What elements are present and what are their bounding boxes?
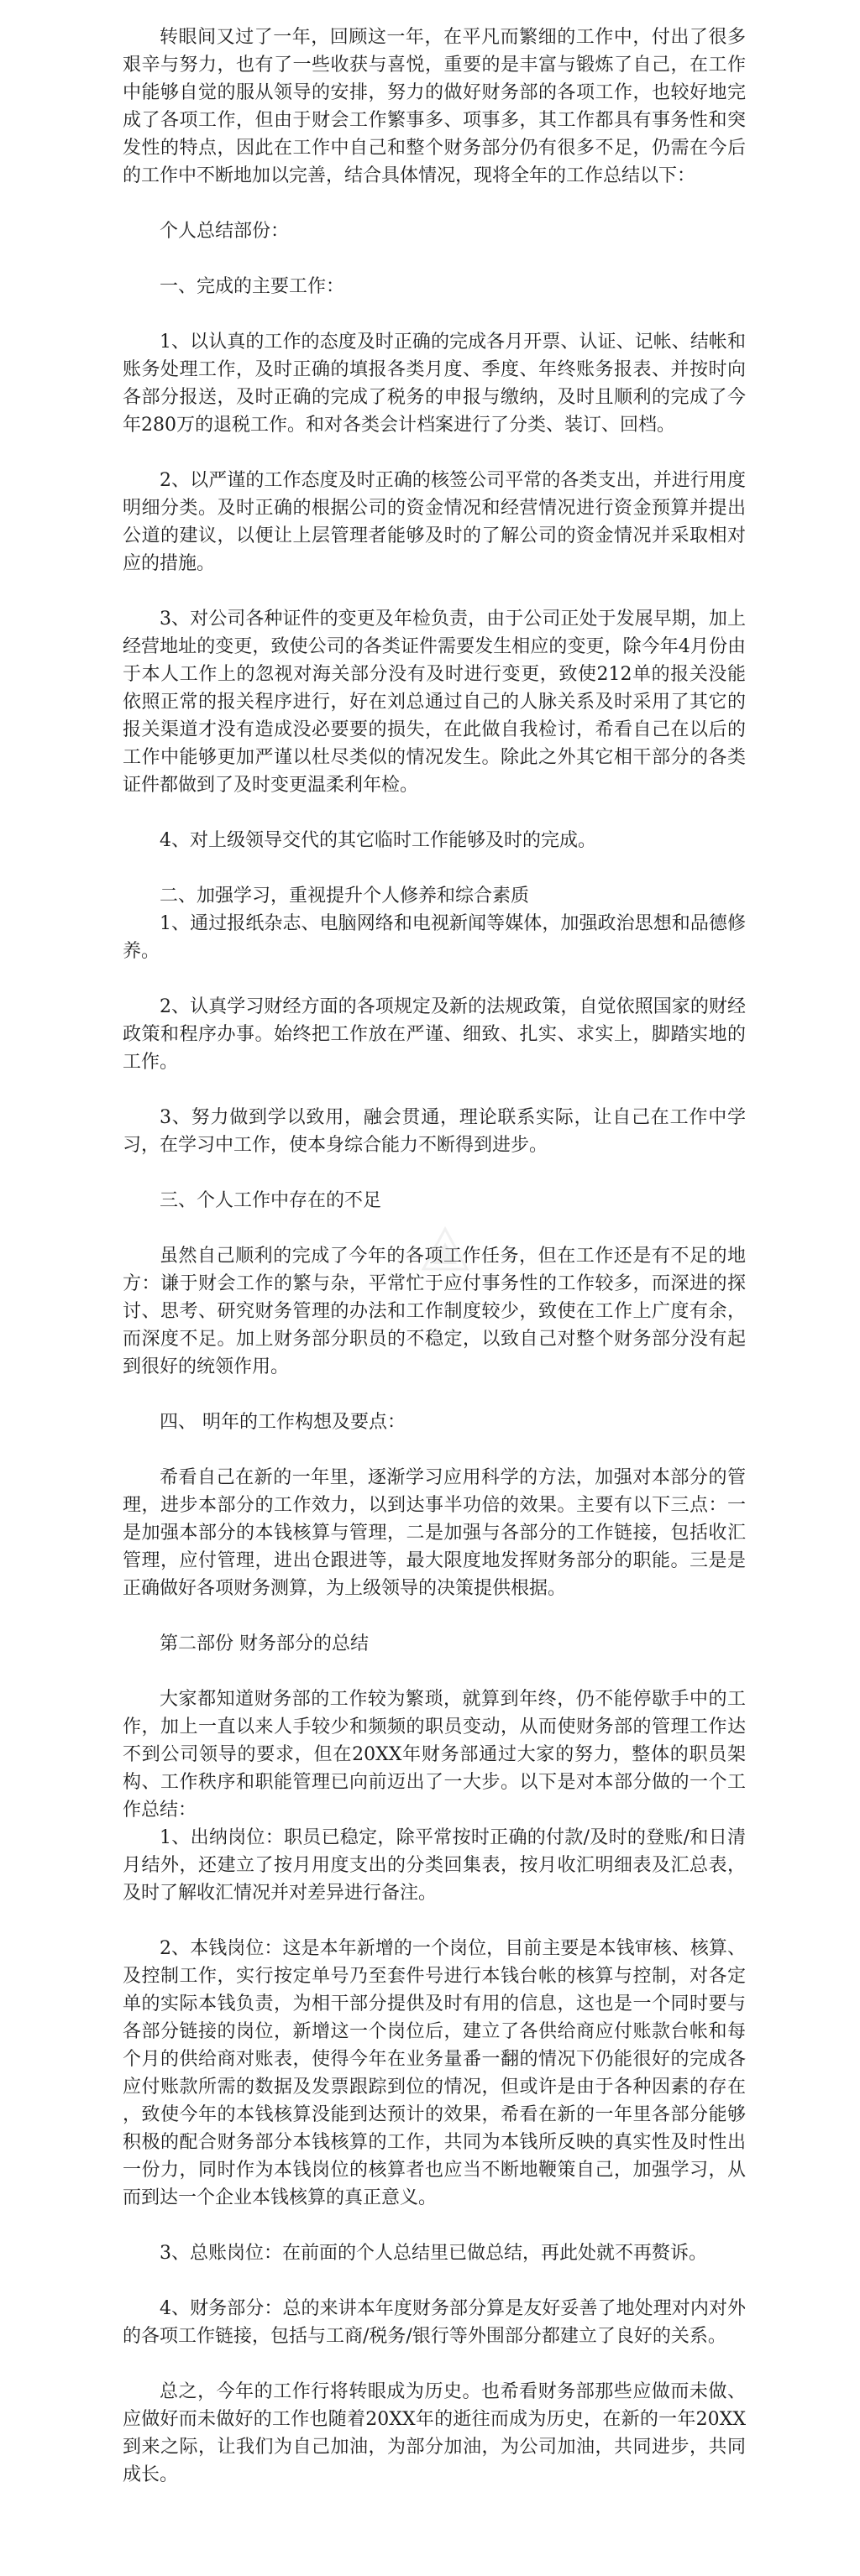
- part2-title: 第二部份 财务部分的总结: [160, 1633, 369, 1654]
- document-content: [123, 24, 746, 2489]
- section1-item: 1、以认真的工作的态度及时正确的完成各月开票、认证、记帐、结帐和账务处理工作，及时正确的填报各类月度、季度、年终账务报表、并按时向各部分报送，及时正确的完成了税务的申报与缴纳，及时且顺利的完成了今年280万的退税工作。和对各类会计档案进行了分类、装订、回档。: [123, 332, 746, 436]
- part2-item: 2、本钱岗位：这是本年新增的一个岗位，目前主要是本钱审核、核算、及控制工作，实行按定单号乃至套件号进行本钱台帐的核算与控制，对各定单的实际本钱负责，为相干部分提供及时有用的信息，这也是一个同时要与各部分链接的岗位，新增这一个岗位后，建立了各供给商应付账款台帐和每个月的供给商对账表，使得今年在业务量番一翻的情况下仍能很好的完成各应付账款所需的数据及发票跟踪到位的情况，但或许是由于各种因素的存在 ，致使今年的本钱核算没能到达预计的效果，希看在新的一年里各部分能够积极的配合财务部分本钱核算的工作，共同为本钱所反映的真实性及时性出一份力，同时作为本钱岗位的核算者也应当不断地鞭策自己，加强学习，从而到达一个企业本钱核算的真正意义。: [123, 1938, 746, 2208]
- section1-item: 4、对上级领导交代的其它临时工作能够及时的完成。: [160, 830, 596, 851]
- section4-title: 四、 明年的工作构想及要点：: [160, 1412, 406, 1433]
- section3-text: 虽然自己顺利的完成了今年的各项工作任务，但在工作还是有不足的地方：谦于财会工作的繁与杂，平常忙于应付事务性的工作较多，而深进的探讨、思考、研究财务管理的办法和工作制度较少，致使在工作上广度有余，而深度不足。加上财务部分职员的不稳定，以致自己对整个财务部分没有起到很好的统领作用。: [123, 1246, 746, 1377]
- section1-item: 3、对公司各种证件的变更及年检负责，由于公司正处于发展早期，加上经营地址的变更，致使公司的各类证件需要发生相应的变更，除今年4月份由于本人工作上的忽视对海关部分没有及时进行变更，致使212单的报关没能依照正常的报关程序进行，好在刘总通过自己的人脉关系及时采用了其它的报关渠道才没有造成没必要要的损失，在此做自我检讨，希看自己在以后的工作中能够更加严谨以杜尽类似的情况发生。除此之外其它相干部分的各类证件都做到了及时变更温柔利年检。: [123, 609, 746, 796]
- section2-item: 3、努力做到学以致用，融会贯通，理论联系实际，让自己在工作中学习，在学习中工作，使本身综合能力不断得到进步。: [123, 1107, 746, 1156]
- section2-item: 1、通过报纸杂志、电脑网络和电视新闻等媒体，加强政治思想和品德修养。: [123, 913, 746, 962]
- part2-item: 1、出纳岗位：职员已稳定，除平常按时正确的付款/及时的登账/和日清月结外，还建立了按月用度支出的分类回集表，按月收汇明细表及汇总表，及时了解收汇情况并对差异进行备注。: [123, 1827, 746, 1904]
- conclusion-paragraph: 总之，今年的工作行将转眼成为历史。也希看财务部那些应做而未做、应做好而未做好的工作也随着20XX年的逝往而成为历史，在新的一年20XX到来之际，让我们为自己加油，为部分加油，为公司加油，共同进步，共同成长。: [123, 2381, 746, 2485]
- intro-paragraph: 转眼间又过了一年，回顾这一年，在平凡而繁细的工作中，付出了很多艰辛与努力，也有了一些收获与喜悦，重要的是丰富与锻炼了自己，在工作中能够自觉的服从领导的安排，努力的做好财务部的各项工作，也较好地完成了各项工作，但由于财会工作繁事多、项事多，其工作都具有事务性和突发性的特点，因此在工作中自己和整个财务部分仍有很多不足，仍需在今后的工作中不断地加以完善，结合具体情况，现将全年的工作总结以下：: [123, 27, 746, 186]
- section3-title: 三、个人工作中存在的不足: [160, 1190, 382, 1211]
- part2-item: 3、总账岗位：在前面的个人总结里已做总结，再此处就不再赘诉。: [160, 2243, 707, 2264]
- part2-intro: 大家都知道财务部的工作较为繁琐，就算到年终，仍不能停歇手中的工作，加上一直以来人手较少和频频的职员变动，从而使财务部的管理工作达不到公司领导的要求，但在20XX年财务部通过大家的努力，整体的职员架构、工作秩序和职能管理已向前迈出了一大步。以下是对本部分做的一个工作总结：: [123, 1689, 746, 1821]
- section2-item: 2、认真学习财经方面的各项规定及新的法规政策，自觉依照国家的财经政策和程序办事。始终把工作放在严谨、细致、扎实、求实上，脚踏实地的工作。: [123, 996, 746, 1073]
- section2-title: 二、加强学习，重视提升个人修养和综合素质: [160, 886, 530, 907]
- section4-text: 希看自己在新的一年里，逐渐学习应用科学的方法，加强对本部分的管理，进步本部分的工作效力，以到达事半功倍的效果。主要有以下三点：一是加强本部分的本钱核算与管理，二是加强与各部分的工作链接，包括收汇管理，应付管理，进出仓跟进等，最大限度地发挥财务部分的职能。三是是正确做好各项财务测算，为上级领导的决策提供根据。: [123, 1467, 746, 1599]
- part2-item: 4、财务部分：总的来讲本年度财务部分算是友好妥善了地处理对内对外的各项工作链接，包括与工商/税务/银行等外围部分都建立了良好的关系。: [123, 2298, 746, 2347]
- section1-item: 2、以严谨的工作态度及时正确的核签公司平常的各类支出，并进行用度明细分类。及时正确的根据公司的资金情况和经营情况进行资金预算并提出公道的建议，以便让上层管理者能够及时的了解公司的资金情况并采取相对应的措施。: [123, 470, 746, 574]
- section1-title: 一、完成的主要工作：: [160, 276, 345, 297]
- part1-title: 个人总结部份：: [160, 221, 290, 242]
